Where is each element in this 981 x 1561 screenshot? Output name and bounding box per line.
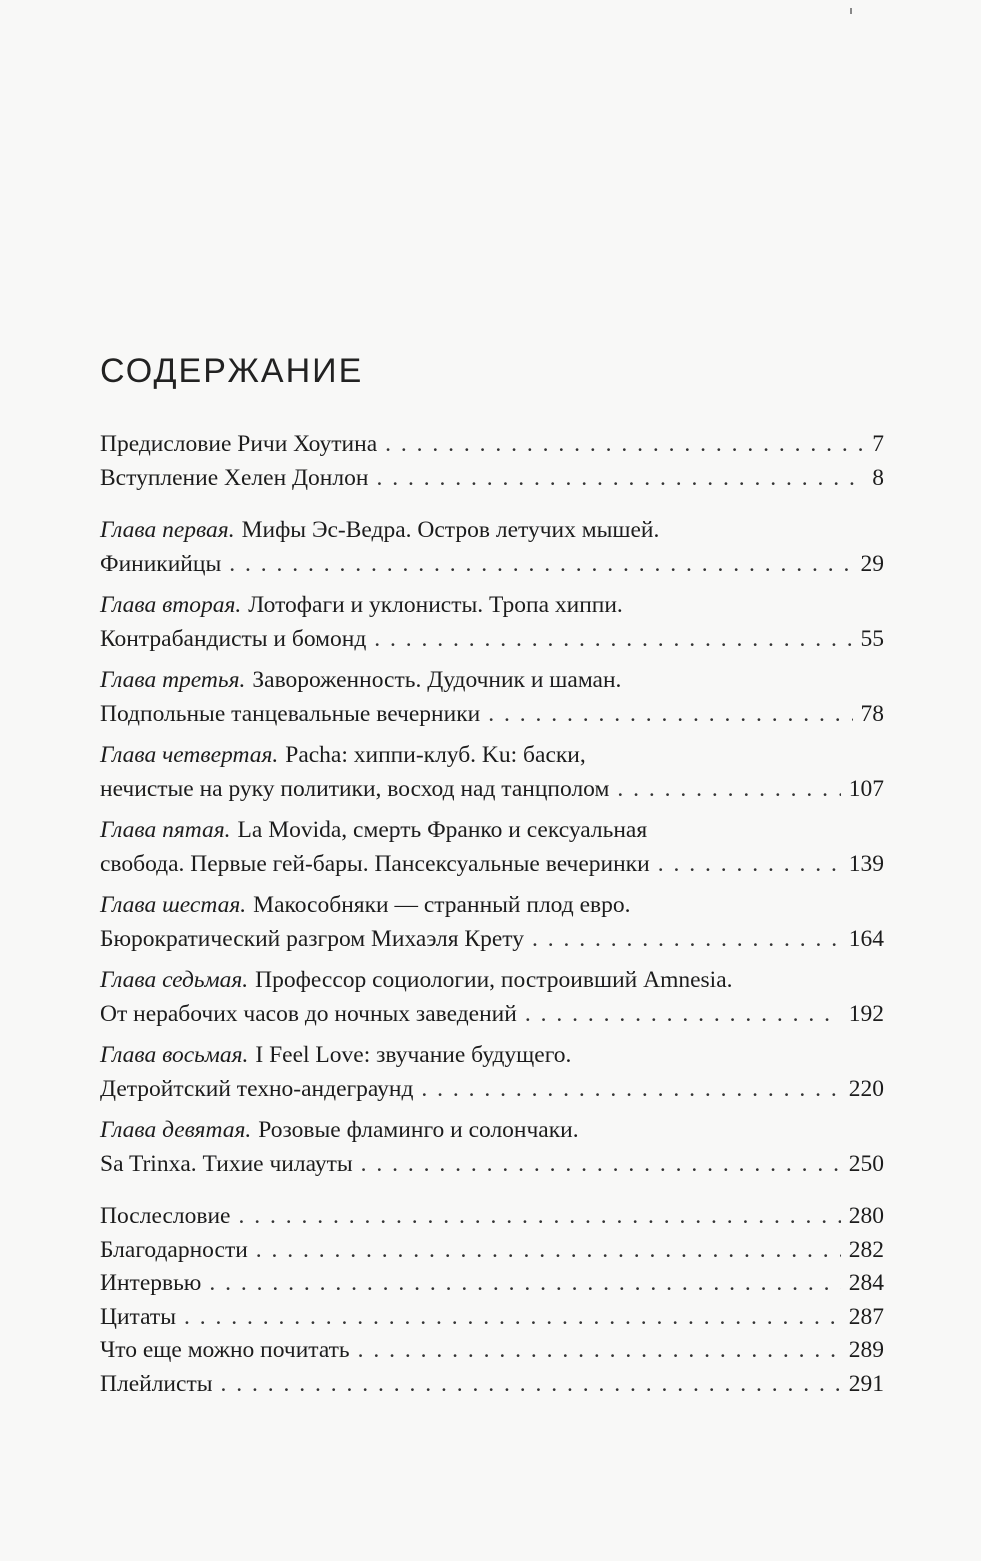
toc-entry-chapter-6[interactable] bbox=[100, 889, 884, 956]
chapter-label: Глава четвертая. bbox=[100, 742, 279, 768]
chapter-title-line-2: Детройтский техно-андеграунд bbox=[100, 1075, 414, 1102]
entry-page-number: 107 bbox=[848, 775, 884, 802]
chapter-label: Глава пятая. bbox=[100, 817, 231, 843]
chapter-title-line-1: Розовые фламинго и солончаки. bbox=[258, 1117, 579, 1143]
dot-leader bbox=[229, 548, 852, 582]
dot-leader bbox=[256, 1234, 841, 1268]
entry-page-number: 289 bbox=[848, 1337, 884, 1363]
chapter-title-line-1: Профессор социологии, построивший Amnesia. bbox=[255, 967, 733, 993]
chapter-title-line-2: свобода. Первые гей-бары. Пансексуальные вечеринки bbox=[100, 850, 650, 877]
dot-leader bbox=[361, 1148, 841, 1182]
dot-leader bbox=[209, 1267, 840, 1301]
entry-page-number: 78 bbox=[860, 700, 884, 727]
toc-entry-chapter-2[interactable] bbox=[100, 589, 884, 656]
toc-chapters bbox=[100, 514, 884, 1181]
dot-leader bbox=[376, 462, 864, 496]
chapter-label: Глава шестая. bbox=[100, 892, 247, 918]
toc-entry-interview[interactable] bbox=[100, 1267, 884, 1301]
dot-leader bbox=[184, 1301, 841, 1335]
toc-entry-playlists[interactable] bbox=[100, 1368, 884, 1402]
chapter-title-line-1: Лотофаги и уклонисты. Тропа хиппи. bbox=[248, 592, 623, 618]
dot-leader bbox=[358, 1334, 841, 1368]
dot-leader bbox=[532, 923, 841, 957]
page-title: СОДЕРЖАНИЕ bbox=[100, 352, 364, 390]
page-speck bbox=[850, 8, 852, 14]
toc-entry-further-reading[interactable] bbox=[100, 1334, 884, 1368]
entry-title: Предисловие Ричи Хоутина bbox=[100, 431, 378, 457]
dot-leader bbox=[221, 1368, 841, 1402]
chapter-title-line-2: Бюрократический разгром Михаэля Крету bbox=[100, 925, 524, 952]
dot-leader bbox=[239, 1200, 841, 1234]
entry-page-number: 250 bbox=[848, 1150, 884, 1177]
dot-leader bbox=[421, 1073, 840, 1107]
entry-page-number: 291 bbox=[848, 1370, 884, 1397]
entry-title: Плейлисты bbox=[100, 1370, 213, 1397]
dot-leader bbox=[385, 428, 864, 462]
entry-page-number: 282 bbox=[848, 1236, 884, 1263]
dot-leader bbox=[525, 998, 841, 1032]
entry-title: Что еще можно почитать bbox=[100, 1337, 350, 1363]
entry-page-number: 139 bbox=[848, 850, 884, 877]
entry-page-number: 192 bbox=[848, 1000, 884, 1027]
entry-page-number: 55 bbox=[860, 625, 884, 652]
chapter-title-line-1: I Feel Love: звучание будущего. bbox=[255, 1042, 572, 1068]
toc-entry-chapter-1[interactable] bbox=[100, 514, 884, 581]
dot-leader bbox=[374, 623, 852, 657]
chapter-label: Глава седьмая. bbox=[100, 967, 249, 993]
entry-title: Цитаты bbox=[100, 1303, 176, 1330]
toc-entry-chapter-7[interactable] bbox=[100, 964, 884, 1031]
toc-entry-introduction[interactable] bbox=[100, 462, 884, 496]
entry-page-number: 220 bbox=[848, 1075, 884, 1102]
chapter-title-line-2: Финикийцы bbox=[100, 550, 222, 577]
toc-back-matter bbox=[100, 1200, 884, 1401]
entry-page-number: 8 bbox=[872, 464, 884, 491]
chapter-title-line-1: Pacha: хиппи-клуб. Ku: баски, bbox=[285, 742, 586, 768]
chapter-label: Глава первая. bbox=[100, 517, 235, 543]
toc-entry-chapter-8[interactable] bbox=[100, 1039, 884, 1106]
chapter-title-line-2: Sa Trinxa. Тихие чилауты bbox=[100, 1150, 353, 1177]
chapter-title-line-2: Подпольные танцевальные вечерники bbox=[100, 700, 481, 727]
entry-page-number: 29 bbox=[860, 550, 884, 577]
entry-title: Послесловие bbox=[100, 1203, 231, 1229]
entry-page-number: 284 bbox=[848, 1270, 884, 1296]
entry-page-number: 287 bbox=[848, 1303, 884, 1330]
dot-leader bbox=[658, 848, 841, 882]
table-of-contents bbox=[100, 428, 884, 1401]
chapter-title-line-2: нечистые на руку политики, восход над танцполом bbox=[100, 775, 610, 802]
toc-entry-chapter-5[interactable] bbox=[100, 814, 884, 881]
entry-page-number: 164 bbox=[848, 925, 884, 952]
toc-entry-acknowledgements[interactable] bbox=[100, 1234, 884, 1268]
chapter-label: Глава девятая. bbox=[100, 1117, 252, 1143]
chapter-title-line-1: Завороженность. Дудочник и шаман. bbox=[252, 667, 622, 693]
toc-entry-afterword[interactable] bbox=[100, 1200, 884, 1234]
entry-page-number: 7 bbox=[872, 431, 884, 457]
chapter-label: Глава третья. bbox=[100, 667, 246, 693]
toc-entry-chapter-9[interactable] bbox=[100, 1114, 884, 1181]
entry-title: Интервью bbox=[100, 1270, 202, 1296]
entry-title: Благодарности bbox=[100, 1236, 248, 1263]
chapter-title-line-2: Контрабандисты и бомонд bbox=[100, 625, 367, 652]
toc-entry-quotes[interactable] bbox=[100, 1301, 884, 1335]
toc-front-matter bbox=[100, 428, 884, 495]
toc-entry-chapter-4[interactable] bbox=[100, 739, 884, 806]
dot-leader bbox=[488, 698, 852, 732]
entry-page-number: 280 bbox=[848, 1203, 884, 1229]
chapter-title-line-1: Мифы Эс-Ведра. Остров летучих мышей. bbox=[241, 517, 660, 543]
toc-entry-foreword[interactable] bbox=[100, 428, 884, 462]
toc-entry-chapter-3[interactable] bbox=[100, 664, 884, 731]
chapter-label: Глава вторая. bbox=[100, 592, 242, 618]
dot-leader bbox=[617, 773, 840, 807]
chapter-title-line-1: Макособняки — странный плод евро. bbox=[253, 892, 631, 918]
chapter-title-line-1: La Movida, смерть Франко и сексуальная bbox=[237, 817, 648, 843]
chapter-title-line-2: От нерабочих часов до ночных заведений bbox=[100, 1000, 517, 1027]
entry-title: Вступление Хелен Донлон bbox=[100, 464, 369, 491]
chapter-label: Глава восьмая. bbox=[100, 1042, 249, 1068]
